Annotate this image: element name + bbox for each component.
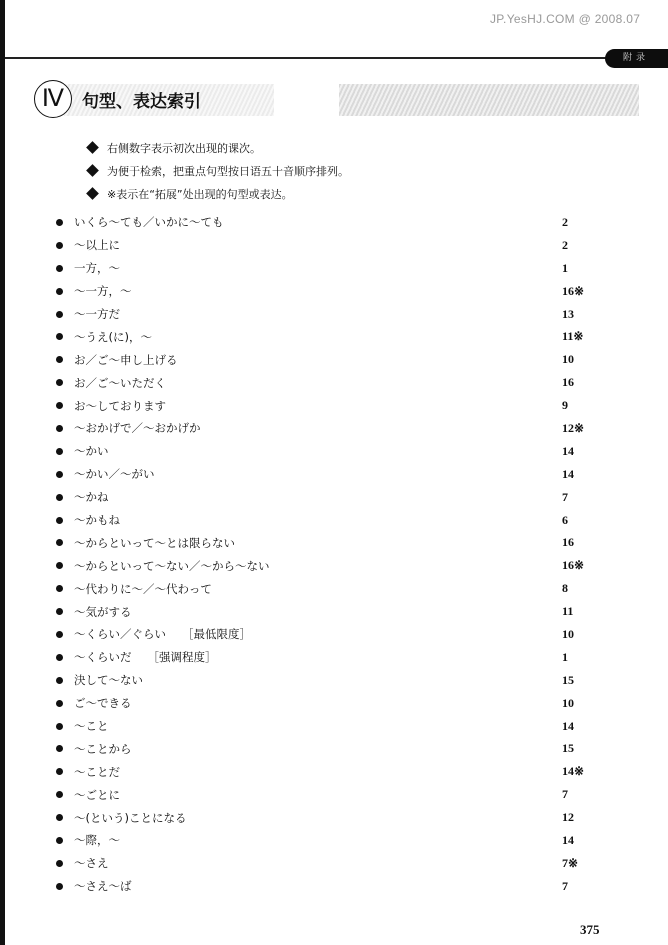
section-title: 句型、表达索引 <box>82 92 201 112</box>
note-item <box>88 136 349 159</box>
bullet-dot-icon <box>56 356 63 363</box>
bullet-dot-icon <box>56 311 63 318</box>
index-entries <box>56 211 586 898</box>
entry-lesson-number: 7 <box>562 787 568 802</box>
notes-list <box>88 136 349 205</box>
entry-lesson-number: 14 <box>562 466 574 481</box>
entry-lesson-number: 6 <box>562 512 568 527</box>
entry-lesson-number: 12 <box>562 810 574 825</box>
entry-pattern: ～ごとに <box>74 787 120 802</box>
diamond-bullet-icon <box>86 164 99 177</box>
bullet-dot-icon <box>56 333 63 340</box>
entry-lesson-number: 7 <box>562 878 568 893</box>
bullet-dot-icon <box>56 768 63 775</box>
bullet-dot-icon <box>56 562 63 569</box>
index-entry <box>56 600 586 623</box>
bullet-dot-icon <box>56 631 63 638</box>
entry-pattern: ～からといって～とは限らない <box>74 535 235 550</box>
entry-lesson-number: 10 <box>562 695 574 710</box>
index-entry <box>56 577 586 600</box>
bullet-dot-icon <box>56 723 63 730</box>
entry-lesson-number: 2 <box>562 237 568 252</box>
entry-pattern: いくら～ても／いかに～ても <box>74 215 224 230</box>
entry-lesson-number: 8 <box>562 581 568 596</box>
entry-pattern: ～こと <box>74 719 109 734</box>
index-entry <box>56 783 586 806</box>
index-entry <box>56 486 586 509</box>
note-item <box>88 159 349 182</box>
index-entry <box>56 417 586 440</box>
entry-lesson-number: 11※ <box>562 329 584 344</box>
index-entry <box>56 646 586 669</box>
diamond-bullet-icon <box>86 187 99 200</box>
entry-pattern: ～一方だ <box>74 307 120 321</box>
bullet-dot-icon <box>56 494 63 501</box>
index-entry <box>56 852 586 875</box>
entry-pattern: ～うえ(に)，～ <box>74 329 152 344</box>
index-entry <box>56 737 586 760</box>
entry-pattern: ～際，～ <box>74 833 120 848</box>
entry-pattern: ～(という)ことになる <box>74 810 187 825</box>
page-number: 375 <box>580 922 600 937</box>
entry-lesson-number: 10 <box>562 626 574 641</box>
index-entry <box>56 234 586 257</box>
bullet-dot-icon <box>56 837 63 844</box>
entry-lesson-number: 15 <box>562 741 574 756</box>
index-entry <box>56 303 586 326</box>
entry-pattern: ～一方，～ <box>74 284 132 299</box>
entry-tag: ［强调程度］ <box>147 650 217 665</box>
entry-lesson-number: 10 <box>562 352 574 367</box>
index-entry <box>56 760 586 783</box>
index-entry <box>56 806 586 829</box>
bullet-dot-icon <box>56 883 63 890</box>
entry-lesson-number: 1 <box>562 260 568 275</box>
bullet-dot-icon <box>56 219 63 226</box>
index-entry <box>56 325 586 348</box>
entry-pattern: ご～できる <box>74 696 132 711</box>
entry-pattern: ～代わりに～／～代わって <box>74 581 212 596</box>
entry-lesson-number: 16※ <box>562 283 585 298</box>
bullet-dot-icon <box>56 654 63 661</box>
title-texture-band <box>339 84 639 116</box>
index-entry <box>56 623 586 646</box>
index-entry <box>56 875 586 898</box>
entry-lesson-number: 11 <box>562 604 574 619</box>
entry-pattern: ～ことだ <box>74 764 120 779</box>
bullet-dot-icon <box>56 471 63 478</box>
entry-pattern: ～以上に <box>74 238 120 253</box>
entry-lesson-number: 1 <box>562 649 568 664</box>
index-entry <box>56 257 586 280</box>
index-entry <box>56 554 586 577</box>
entry-lesson-number: 7※ <box>562 855 579 870</box>
index-entry <box>56 211 586 234</box>
bullet-dot-icon <box>56 745 63 752</box>
bullet-dot-icon <box>56 791 63 798</box>
entry-lesson-number: 13 <box>562 306 574 321</box>
bullet-dot-icon <box>56 265 63 272</box>
bullet-dot-icon <box>56 379 63 386</box>
bullet-dot-icon <box>56 700 63 707</box>
entry-pattern: ～かい <box>74 444 109 459</box>
entry-lesson-number: 15 <box>562 672 574 687</box>
entry-pattern: お～しております <box>74 398 166 413</box>
note-item <box>88 182 349 205</box>
index-entry <box>56 829 586 852</box>
index-entry <box>56 371 586 394</box>
entry-lesson-number: 14 <box>562 832 574 847</box>
entry-lesson-number: 16※ <box>562 558 585 573</box>
index-entry <box>56 715 586 738</box>
bullet-dot-icon <box>56 608 63 615</box>
entry-pattern: ～かもね <box>74 513 120 528</box>
entry-tag: ［最低限度］ <box>182 627 251 642</box>
entry-pattern: ～おかげで／～おかげか <box>74 421 201 436</box>
bullet-dot-icon <box>56 448 63 455</box>
entry-pattern: お／ご～申し上げる <box>74 352 178 367</box>
entry-pattern: ～さえ～ば <box>74 879 132 894</box>
entry-pattern: ～かね <box>74 490 109 505</box>
bullet-dot-icon <box>56 539 63 546</box>
entry-pattern: ～気がする <box>74 604 132 619</box>
note-text: 为便于检索，把重点句型按日语五十音顺序排列。 <box>107 164 349 178</box>
entry-pattern: ～くらい／ぐらい <box>74 627 166 642</box>
entry-lesson-number: 12※ <box>562 420 585 435</box>
index-entry <box>56 280 586 303</box>
entry-lesson-number: 14※ <box>562 764 585 779</box>
bullet-dot-icon <box>56 425 63 432</box>
page-edge-bar <box>0 0 5 945</box>
entry-pattern: ～さえ <box>74 856 109 871</box>
entry-pattern: ～からといって～ない／～から～ない <box>74 558 270 573</box>
index-entry <box>56 692 586 715</box>
entry-pattern: ～くらいだ <box>74 650 132 665</box>
bullet-dot-icon <box>56 402 63 409</box>
entry-pattern: ～かい／～がい <box>74 467 155 482</box>
entry-lesson-number: 2 <box>562 214 568 229</box>
note-text: 右侧数字表示初次出现的课次。 <box>107 141 261 155</box>
index-entry <box>56 509 586 532</box>
bullet-dot-icon <box>56 242 63 249</box>
entry-pattern: お／ご～いただく <box>74 375 166 390</box>
watermark: JP.YesHJ.COM @ 2008.07 <box>490 12 641 26</box>
section-heading <box>34 80 634 120</box>
entry-lesson-number: 14 <box>562 443 574 458</box>
entry-lesson-number: 9 <box>562 398 568 413</box>
section-numeral-badge: Ⅳ <box>34 80 72 118</box>
bullet-dot-icon <box>56 860 63 867</box>
entry-pattern: 決して～ない <box>74 673 143 688</box>
index-entry <box>56 440 586 463</box>
bullet-dot-icon <box>56 585 63 592</box>
index-entry <box>56 463 586 486</box>
bullet-dot-icon <box>56 814 63 821</box>
header-tab: 附录 <box>605 49 668 68</box>
index-entry <box>56 669 586 692</box>
entry-lesson-number: 7 <box>562 489 568 504</box>
bullet-dot-icon <box>56 517 63 524</box>
bullet-dot-icon <box>56 288 63 295</box>
entry-lesson-number: 16 <box>562 535 574 550</box>
diamond-bullet-icon <box>86 141 99 154</box>
note-text: ※表示在“拓展”处出现的句型或表达。 <box>107 187 293 201</box>
entry-pattern: ～ことから <box>74 741 132 756</box>
entry-lesson-number: 14 <box>562 718 574 733</box>
entry-lesson-number: 16 <box>562 375 574 390</box>
index-entry <box>56 348 586 371</box>
index-entry <box>56 531 586 554</box>
entry-pattern: 一方，～ <box>74 261 120 276</box>
header-rule <box>5 57 615 59</box>
index-entry <box>56 394 586 417</box>
bullet-dot-icon <box>56 677 63 684</box>
